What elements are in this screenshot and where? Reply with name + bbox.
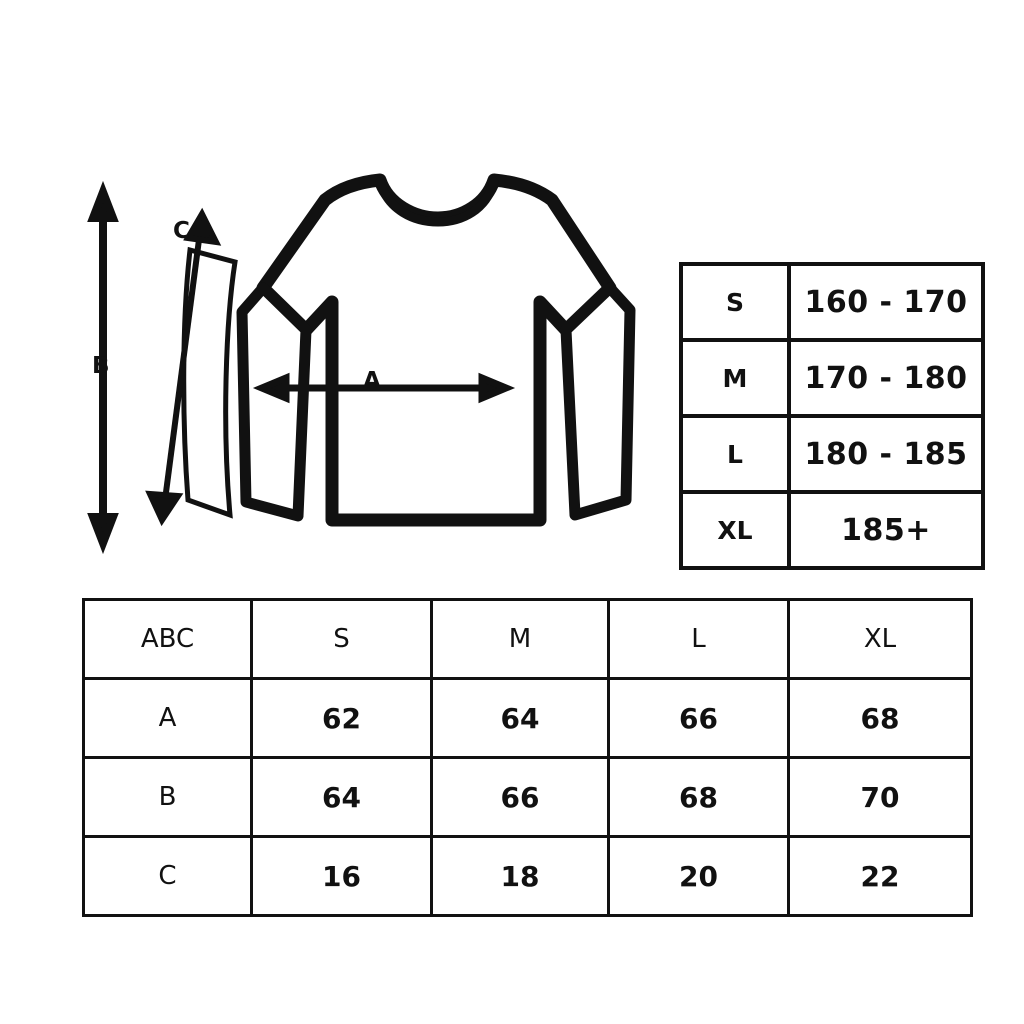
measure-value: 22: [789, 837, 972, 916]
height-size-label: L: [681, 416, 789, 492]
measure-value: 66: [432, 758, 609, 837]
tshirt-body-outline: [263, 180, 610, 520]
height-size-label: M: [681, 340, 789, 416]
measure-value: 18: [432, 837, 609, 916]
table-row: [84, 679, 972, 758]
table-row: [681, 264, 983, 340]
measure-value: 64: [252, 758, 432, 837]
long-sleeve-left-outer: [242, 288, 306, 516]
measure-value: 68: [609, 758, 789, 837]
table-row: [681, 492, 983, 568]
height-size-label: XL: [681, 492, 789, 568]
table-row: [84, 758, 972, 837]
table-header-row: [84, 600, 972, 679]
measure-value: 62: [252, 679, 432, 758]
height-range-table: [679, 262, 985, 570]
table-row: [681, 416, 983, 492]
measure-value: 20: [609, 837, 789, 916]
measure-row-label: C: [84, 837, 252, 916]
measure-header-m: M: [432, 600, 609, 679]
dimension-label-b: B: [92, 353, 110, 379]
measure-header-xl: XL: [789, 600, 972, 679]
height-range-value: 170 - 180: [789, 340, 983, 416]
height-size-label: S: [681, 264, 789, 340]
measure-row-label: B: [84, 758, 252, 837]
measure-header-abc: ABC: [84, 600, 252, 679]
measure-row-label: A: [84, 679, 252, 758]
measure-header-l: L: [609, 600, 789, 679]
height-range-value: 160 - 170: [789, 264, 983, 340]
table-row: [84, 837, 972, 916]
measure-header-s: S: [252, 600, 432, 679]
dimension-label-a: A: [363, 368, 381, 394]
measure-value: 64: [432, 679, 609, 758]
long-sleeve-right-underlayer: [566, 288, 630, 515]
measurement-table: [82, 598, 973, 917]
table-row: [681, 340, 983, 416]
measure-value: 70: [789, 758, 972, 837]
height-range-value: 180 - 185: [789, 416, 983, 492]
garment-diagram: [70, 170, 670, 580]
dimension-label-c: C: [173, 218, 190, 244]
measure-value: 68: [789, 679, 972, 758]
measure-value: 16: [252, 837, 432, 916]
measure-value: 66: [609, 679, 789, 758]
height-range-value: 185+: [789, 492, 983, 568]
